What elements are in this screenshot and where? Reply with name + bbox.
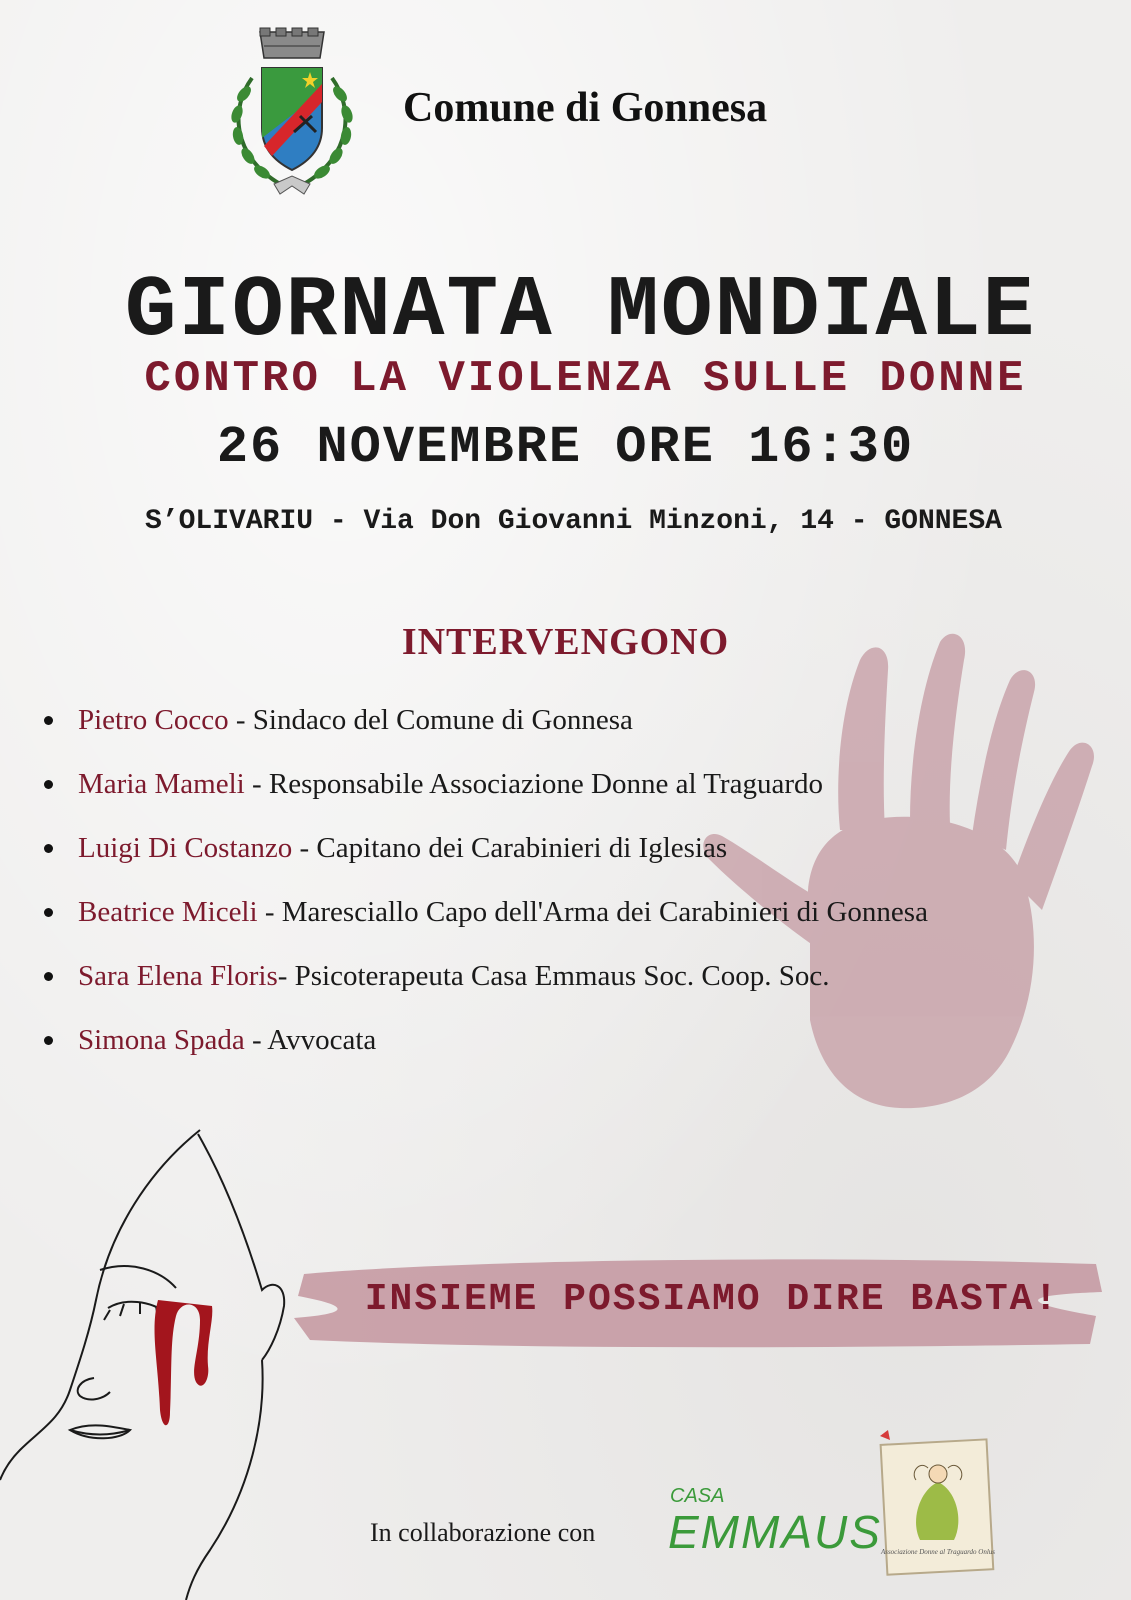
svg-text:Associazione Donne al Traguard: Associazione Donne al Traguardo Onlus <box>880 1548 996 1556</box>
event-date-time: 26 NOVEMBRE ORE 16:30 <box>216 418 915 477</box>
speaker-name: Beatrice Miceli <box>78 896 258 928</box>
casa-emmaus-logo <box>668 1482 882 1570</box>
event-title: GIORNATA MONDIALE <box>124 262 1037 360</box>
speakers-list <box>44 700 928 1084</box>
speaker-role: - Avvocata <box>244 1024 377 1056</box>
list-item <box>44 956 928 1020</box>
speaker-name: Pietro Cocco <box>78 704 229 736</box>
banner-slogan: INSIEME POSSIAMO DIRE BASTA! <box>364 1278 1060 1321</box>
speaker-role: - Maresciallo Capo dell'Arma dei Carabinieri di Gonnesa <box>257 896 928 928</box>
speaker-name: Maria Mameli <box>78 768 245 800</box>
speakers-heading: INTERVENGONO <box>401 621 730 663</box>
list-item <box>44 892 928 956</box>
speaker-role: - Capitano dei Carabinieri di Iglesias <box>292 832 728 864</box>
crying-face-illustration <box>0 1130 300 1600</box>
speaker-name: Luigi Di Costanzo <box>78 832 293 864</box>
list-item <box>44 700 928 764</box>
list-item <box>44 828 928 892</box>
speaker-role: - Psicoterapeuta Casa Emmaus Soc. Coop. Soc. <box>277 960 830 992</box>
speaker-role: - Sindaco del Comune di Gonnesa <box>228 704 633 736</box>
speaker-name: Sara Elena Floris <box>78 960 278 992</box>
list-item <box>44 764 928 828</box>
svg-text:EMMAUS: EMMAUS <box>668 1506 882 1558</box>
speaker-role: - Responsabile Associazione Donne al Traguardo <box>244 768 823 800</box>
donne-al-traguardo-logo <box>880 1430 996 1578</box>
list-item <box>44 1020 928 1084</box>
event-subtitle: CONTRO LA VIOLENZA SULLE DONNE <box>144 354 1027 404</box>
speaker-name: Simona Spada <box>78 1024 245 1056</box>
event-location: S’OLIVARIU - Via Don Giovanni Minzoni, 14 - GONNESA <box>145 506 1002 537</box>
comune-title: Comune di Gonnesa <box>403 85 768 131</box>
svg-text:CASA: CASA <box>670 1485 725 1507</box>
gonnesa-coat-of-arms-icon <box>224 28 360 200</box>
collaboration-label: In collaborazione con <box>370 1518 596 1547</box>
